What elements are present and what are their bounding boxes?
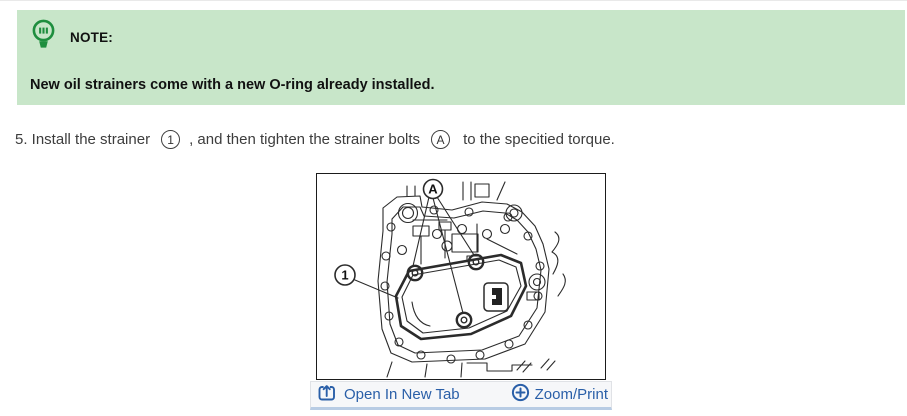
open-in-new-tab-label[interactable]: Open In New Tab	[344, 386, 460, 403]
strainer-diagram	[316, 173, 606, 380]
zoom-print-link[interactable]	[511, 383, 608, 406]
note-banner	[17, 10, 905, 105]
circled-plus-icon[interactable]	[511, 383, 530, 406]
open-in-new-tab-link[interactable]	[318, 384, 460, 405]
diagram-callout-a	[424, 180, 443, 199]
note-body-text: New oil strainers come with a new O-ring already installed.	[30, 77, 435, 93]
step-text-after: to the specitied torque.	[463, 131, 615, 148]
callout-1-inline: 1	[161, 130, 180, 149]
bulb-icon	[30, 19, 57, 55]
step-instruction	[15, 130, 907, 149]
callout-a-inline: A	[431, 130, 450, 149]
open-in-new-tab-icon[interactable]	[318, 384, 336, 405]
note-title: NOTE:	[70, 29, 113, 45]
callout-1-label: 1	[341, 267, 349, 283]
note-header	[30, 19, 891, 55]
figure-action-bar	[310, 381, 612, 410]
step-text-before: 5. Install the strainer	[15, 131, 151, 148]
zoom-print-label[interactable]: Zoom/Print	[534, 386, 608, 403]
step-text-middle: , and then tighten the strainer bolts	[189, 131, 421, 148]
figure-container	[310, 173, 612, 410]
callout-a-label: A	[428, 181, 438, 197]
diagram-callout-1	[335, 265, 355, 285]
